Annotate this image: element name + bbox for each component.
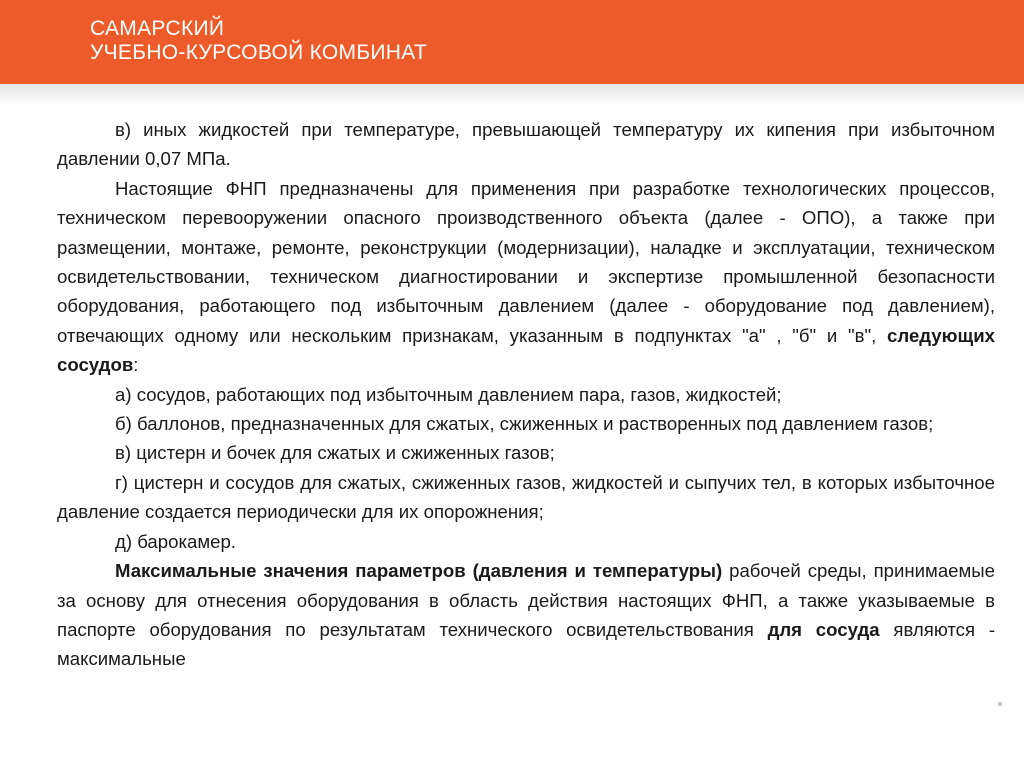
header-bar — [0, 0, 1024, 84]
for-vessel-bold: для сосуда — [767, 618, 880, 640]
list-item-a: а) сосудов, работающих под избыточным давлением пара, газов, жидкостей; — [115, 383, 782, 405]
paragraph-max-parameters — [57, 556, 995, 674]
list-item-b: б) баллонов, предназначенных для сжатых, сжиженных и растворенных под давлением газов; — [115, 413, 934, 435]
scope-bold-vessels: следующих сосудов — [57, 324, 995, 376]
list-item-v: в) цистерн и бочек для сжатых и сжиженных газов; — [115, 442, 555, 464]
max-params-bold: Максимальные значения параметров (давления и температуры) — [115, 560, 723, 582]
slide-body-text — [57, 115, 995, 674]
scope-colon: : — [133, 354, 139, 376]
max-params-text: рабочей среды, принимаемые за основу для отнесения оборудования в область действия настоящих ФНП, а также указываемые в паспорте оборудования по результатам технического освидетельствования — [57, 560, 996, 640]
decorative-dot — [998, 702, 1002, 706]
list-item-g: г) цистерн и сосудов для сжатых, сжиженных газов, жидкостей и сыпучих тел, в которых избыточное давление создается периодически для их опорожнения; — [57, 471, 995, 523]
max-params-tail: являются - максимальные — [57, 618, 996, 670]
org-name-line2: УЧЕБНО-КУРСОВОЙ КОМБИНАТ — [90, 41, 428, 64]
paragraph-fnp-scope — [57, 174, 995, 380]
organization-logo-text — [90, 17, 427, 65]
paragraph-item-v: в) иных жидкостей при температуре, превышающей температуру их кипения при избыточном давлении 0,07 МПа. — [57, 119, 995, 170]
list-item-d: д) барокамер. — [115, 530, 236, 552]
scope-text: Настоящие ФНП предназначены для применения при разработке технологических процессов, техническом перевооружении опасного производственного объекта (далее - ОПО), а также при размещении, монтаже, ремонте, реконструкции (модернизации), наладке и эксплуатации, техническом освидетельствовании, техническом диагностировании и экспертизе промышленной безопасности оборудования, работающего под избыточным давлением (далее - оборудование под давлением), отвечающих одному или нескольким признакам, указанным в подпунктах "а" , "б" и "в", — [57, 177, 995, 346]
org-name-line1: САМАРСКИЙ — [90, 17, 225, 40]
header-shadow — [0, 84, 1024, 106]
